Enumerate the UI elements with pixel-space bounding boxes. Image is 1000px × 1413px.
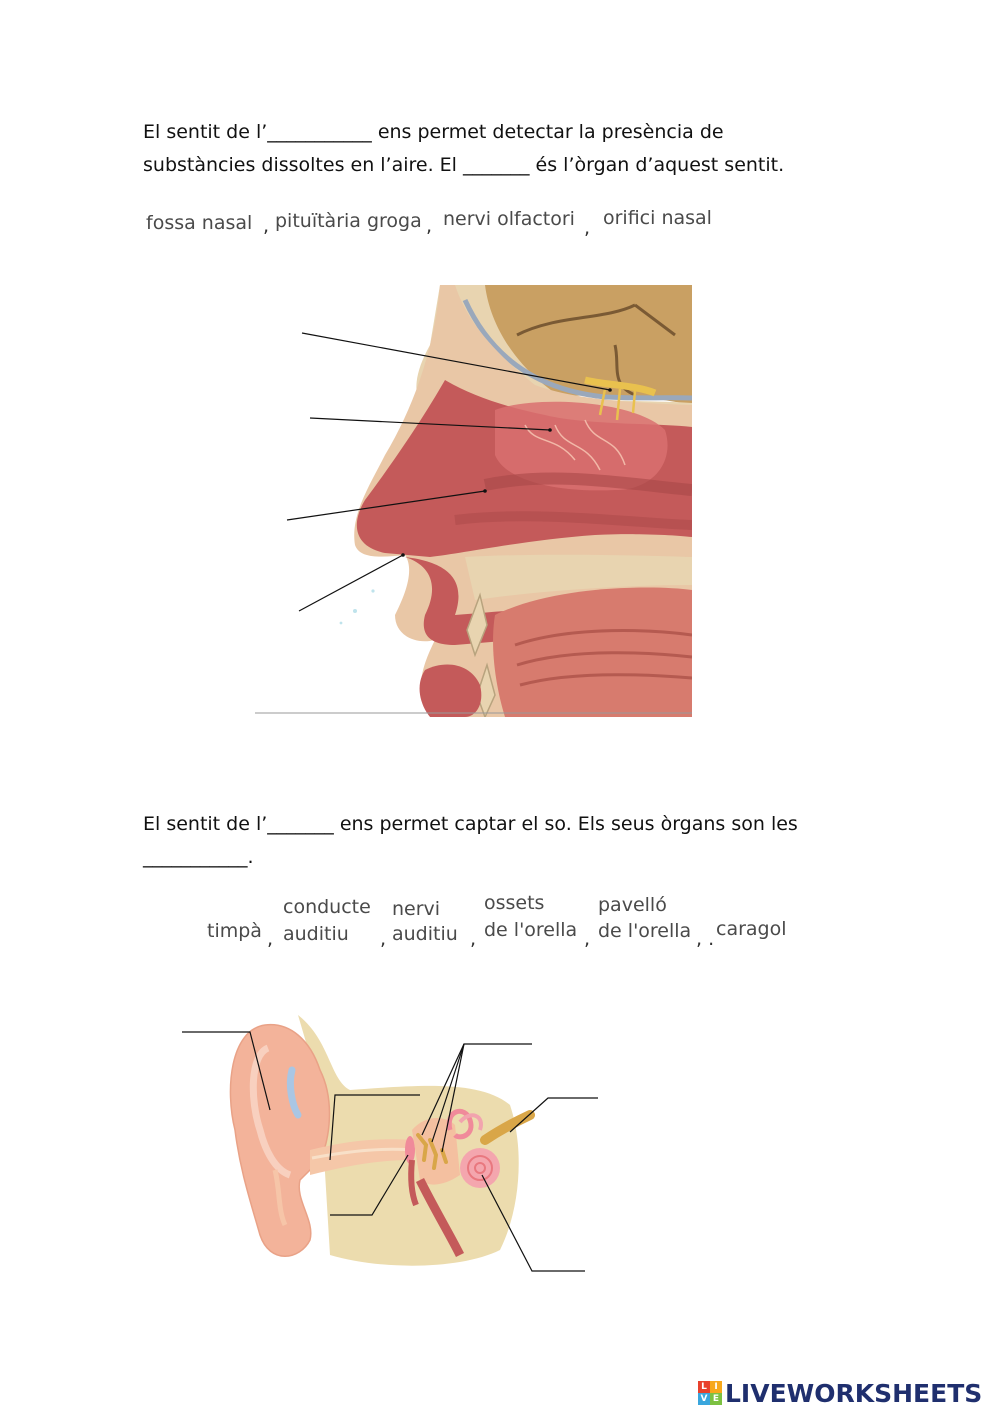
logo-badge: [698, 1381, 722, 1405]
separator: ,: [267, 928, 274, 950]
smell-sentence: [143, 116, 843, 182]
smell-sentence-line1: El sentit de l’___________ ens permet detectar la presència de: [143, 121, 724, 143]
separator: , .: [696, 928, 715, 950]
word-nervi-olfactori[interactable]: nervi olfactori: [443, 208, 575, 230]
ear-diagram: [180, 1010, 600, 1280]
word-pituitaria-groga[interactable]: pituïtària groga: [275, 210, 422, 232]
word-nervi-auditiu-line2[interactable]: auditiu: [392, 923, 458, 945]
nose-diagram: [255, 285, 692, 717]
word-fossa-nasal[interactable]: fossa nasal: [146, 212, 253, 234]
hearing-sentence-line1: El sentit de l’_______ ens permet captar el so. Els seus òrgans son les: [143, 813, 798, 835]
logo-badge-e: E: [710, 1393, 722, 1405]
separator: ,: [426, 215, 433, 237]
smell-sentence-line2: substàncies dissoltes en l’aire. El _______ és l’òrgan d’aquest sentit.: [143, 154, 785, 176]
word-conducte-auditiu-line1[interactable]: conducte: [283, 896, 371, 918]
word-timpa[interactable]: timpà: [207, 920, 262, 942]
separator: ,: [584, 928, 591, 950]
hearing-sentence-line2: ___________.: [143, 846, 254, 868]
logo-text: LIVEWORKSHEETS: [725, 1378, 983, 1408]
word-caragol[interactable]: caragol: [716, 918, 787, 940]
separator: ,: [263, 215, 270, 237]
separator: ,: [380, 928, 387, 950]
word-pavello-orella-line1[interactable]: pavelló: [598, 894, 667, 916]
word-ossets-orella-line2[interactable]: de l'orella: [484, 919, 578, 941]
word-conducte-auditiu-line2[interactable]: auditiu: [283, 923, 349, 945]
logo-badge-i: I: [710, 1381, 722, 1393]
separator: ,: [584, 217, 591, 239]
word-ossets-orella-line1[interactable]: ossets: [484, 892, 545, 914]
logo-badge-l: L: [698, 1381, 710, 1393]
word-pavello-orella-line2[interactable]: de l'orella: [598, 920, 692, 942]
hearing-sentence: [143, 808, 843, 874]
separator: ,: [470, 928, 477, 950]
word-nervi-auditiu-line1[interactable]: nervi: [392, 898, 441, 920]
liveworksheets-logo: [698, 1378, 982, 1408]
word-orifici-nasal[interactable]: orifici nasal: [603, 207, 712, 229]
logo-badge-v: V: [698, 1393, 710, 1405]
